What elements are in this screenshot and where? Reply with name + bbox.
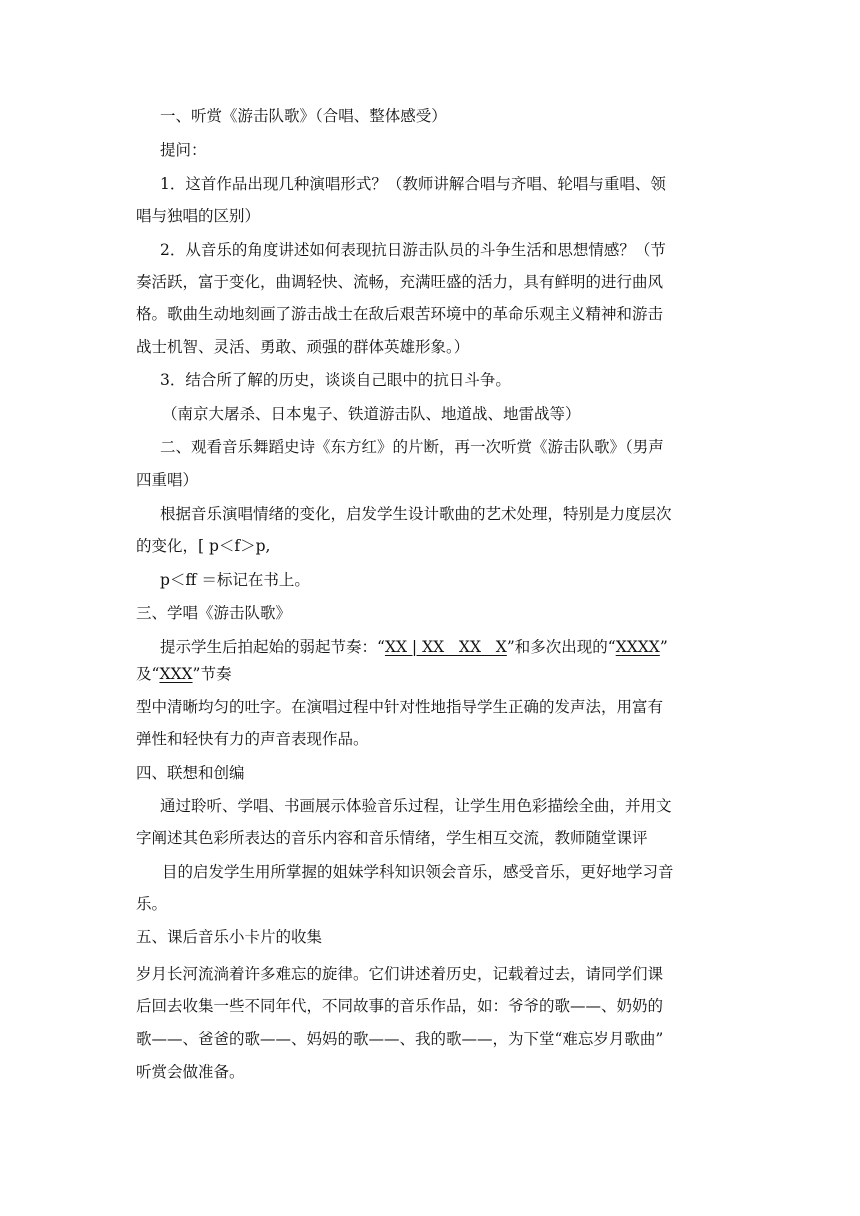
rhythm-text-before: 提示学生后拍起始的弱起节奏：“ <box>160 638 385 656</box>
rhythm2-text-after: ”节奏 <box>192 665 232 683</box>
paragraph-line: 3．结合所了解的历史，谈谈自己眼中的抗日斗争。 <box>160 371 511 389</box>
paragraph-line: 战士机智、灵活、勇敢、顽强的群体英雄形象。） <box>136 338 470 356</box>
paragraph-line: 目的启发学生用所掌握的姐妹学科知识领会音乐，感受音乐，更好地学习音 <box>162 863 674 881</box>
rhythm-text-middle: ”和多次出现的“ <box>506 638 616 656</box>
paragraph-line: p＜ff ＝标记在书上。 <box>160 571 310 589</box>
paragraph-line: 的变化，[ p＜f＞p, <box>136 537 271 555</box>
rhythm-pattern-1: XX | XX XX X <box>384 638 507 656</box>
section-heading-1: 一、听赏《游击队歌》（合唱、整体感受） <box>160 107 447 125</box>
paragraph-line: 岁月长河流淌着许多难忘的旋律。它们讲述着历史，记载着过去，请同学们课 <box>136 965 664 983</box>
paragraph-line: 后回去收集一些不同年代，不同故事的音乐作品，如：爷爷的歌——、奶奶的 <box>136 997 664 1015</box>
paragraph-line: 型中清晰均匀的吐字。在演唱过程中针对性地指导学生正确的发声法，用富有 <box>136 698 664 716</box>
paragraph-line: 根据音乐演唱情绪的变化，启发学生设计歌曲的艺术处理，特别是力度层次 <box>160 505 672 523</box>
paragraph-line: 乐。 <box>136 895 168 913</box>
section-heading-2: 二、观看音乐舞蹈史诗《东方红》的片断，再一次听赏《游击队歌》（男声 <box>160 438 664 456</box>
rhythm-pattern-2: XXXX <box>615 638 660 656</box>
rhythm-line <box>160 637 668 657</box>
paragraph-line: 听赏会做准备。 <box>136 1063 245 1081</box>
paragraph-line: 2．从音乐的角度讲述如何表现抗日游击队员的斗争生活和思想情感？（节 <box>160 241 666 259</box>
paragraph-line: （南京大屠杀、日本鬼子、铁道游击队、地道战、地雷战等） <box>162 405 581 423</box>
paragraph-line: 四重唱） <box>136 471 199 489</box>
rhythm2-text-before: 及“ <box>136 665 160 683</box>
question-label: 提问： <box>160 141 207 159</box>
paragraph-line: 歌——、爸爸的歌——、妈妈的歌——、我的歌——，为下堂“难忘岁月歌曲” <box>136 1030 664 1048</box>
rhythm2-pattern: XXX <box>159 665 193 683</box>
paragraph-line: 格。歌曲生动地刻画了游击战士在敌后艰苦环境中的革命乐观主义精神和游击 <box>136 305 664 323</box>
paragraph-line: 字阐述其色彩所表达的音乐内容和音乐情绪，学生相互交流，教师随堂课评 <box>136 829 648 847</box>
paragraph-line: 奏活跃，富于变化，曲调轻快、流畅，充满旺盛的活力，具有鲜明的进行曲风 <box>136 273 664 291</box>
paragraph-line: 弹性和轻快有力的声音表现作品。 <box>136 730 369 748</box>
rhythm-text-after: ” <box>659 638 668 656</box>
section-heading-5: 五、课后音乐小卡片的收集 <box>136 928 323 946</box>
rhythm-line-2 <box>136 664 231 684</box>
paragraph-line: 唱与独唱的区别） <box>136 207 261 225</box>
paragraph-line: 1．这首作品出现几种演唱形式？（教师讲解合唱与齐唱、轮唱与重唱、领 <box>160 175 666 193</box>
paragraph-line: 通过聆听、学唱、书画展示体验音乐过程，让学生用色彩描绘全曲，并用文 <box>160 797 672 815</box>
section-heading-3: 三、学唱《游击队歌》 <box>136 604 292 622</box>
section-heading-4: 四、联想和创编 <box>136 764 245 782</box>
